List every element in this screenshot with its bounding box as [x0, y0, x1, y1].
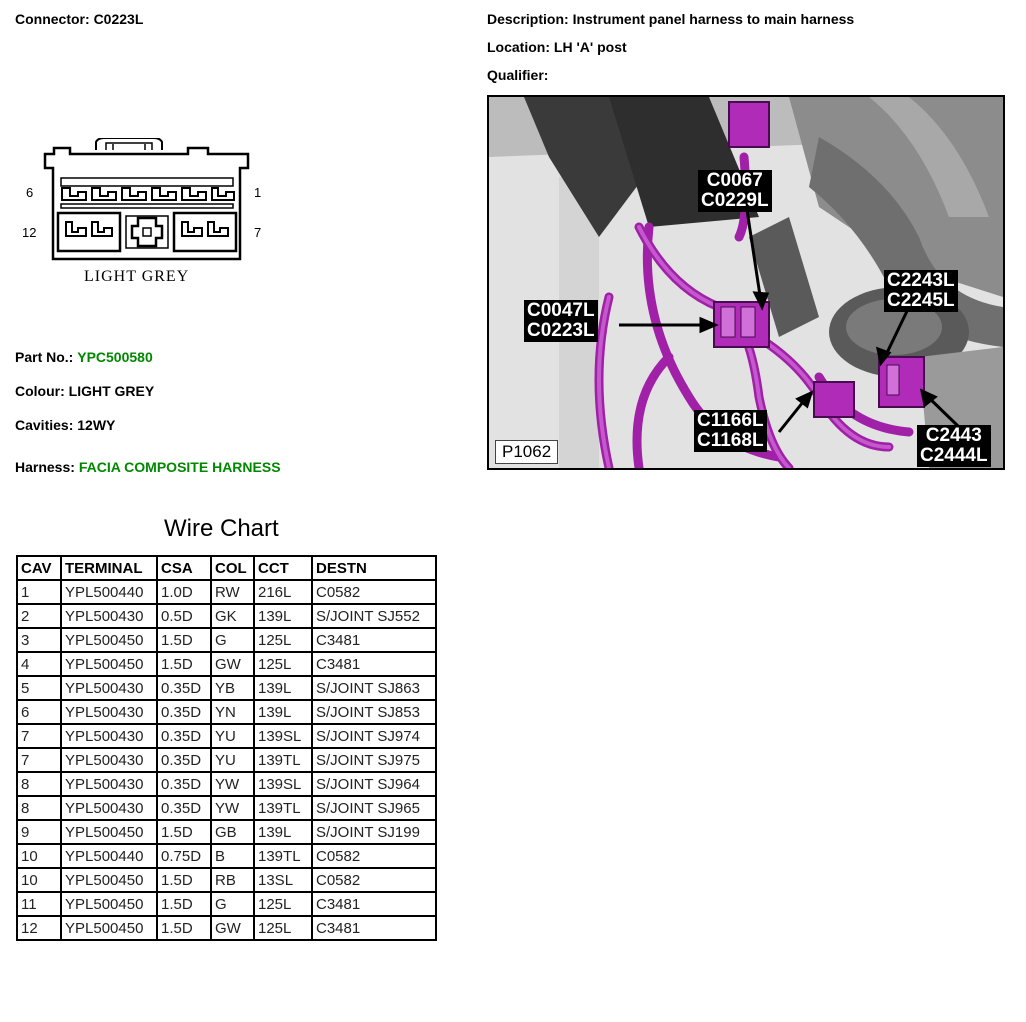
cell-col: B [211, 844, 254, 868]
pin-label-1: 1 [254, 185, 262, 200]
table-row [17, 820, 436, 844]
cell-csa: 1.5D [157, 868, 211, 892]
cell-destn[interactable]: C0582 [312, 868, 436, 892]
cell-col: RB [211, 868, 254, 892]
table-row [17, 580, 436, 604]
harness-link[interactable]: FACIA COMPOSITE HARNESS [78, 459, 281, 475]
table-row [17, 604, 436, 628]
col-header-csa: CSA [157, 556, 211, 580]
connector-colour-caption: LIGHT GREY [84, 268, 190, 285]
table-row [17, 868, 436, 892]
location-label: Location: [487, 39, 550, 55]
cell-csa: 1.5D [157, 916, 211, 940]
pin-label-12: 12 [22, 225, 37, 240]
cell-csa: 1.5D [157, 628, 211, 652]
cell-cct: 139TL [254, 844, 312, 868]
cell-terminal[interactable]: YPL500430 [61, 604, 157, 628]
cell-csa: 0.35D [157, 700, 211, 724]
table-row [17, 628, 436, 652]
cell-cct: 125L [254, 916, 312, 940]
cell-terminal[interactable]: YPL500430 [61, 676, 157, 700]
cell-col: YN [211, 700, 254, 724]
cell-csa: 0.75D [157, 844, 211, 868]
qualifier-line [487, 67, 548, 83]
cell-col: RW [211, 580, 254, 604]
table-row [17, 676, 436, 700]
cell-terminal[interactable]: YPL500450 [61, 628, 157, 652]
cell-terminal[interactable]: YPL500450 [61, 916, 157, 940]
cell-cct: 139L [254, 604, 312, 628]
cell-col: GW [211, 652, 254, 676]
cell-col: GB [211, 820, 254, 844]
connector-value: C0223L [93, 11, 144, 27]
colour-label: Colour: [15, 383, 65, 399]
connector-face-diagram [18, 138, 278, 288]
description-line [487, 11, 854, 27]
harness-label: Harness: [15, 459, 75, 475]
cell-col: YU [211, 748, 254, 772]
part-number-link[interactable]: YPC500580 [77, 349, 153, 365]
cell-cav: 10 [17, 844, 61, 868]
cell-col: GW [211, 916, 254, 940]
cavities-line [15, 417, 115, 433]
cell-cav: 7 [17, 724, 61, 748]
cell-cct: 139TL [254, 748, 312, 772]
cell-destn[interactable]: C3481 [312, 892, 436, 916]
cell-csa: 0.35D [157, 796, 211, 820]
cavities-value: 12WY [77, 417, 116, 433]
cell-col: GK [211, 604, 254, 628]
cell-terminal[interactable]: YPL500430 [61, 748, 157, 772]
location-photo [487, 95, 1005, 470]
cell-csa: 0.5D [157, 604, 211, 628]
cell-terminal[interactable]: YPL500450 [61, 820, 157, 844]
wire-chart-header-row [17, 556, 436, 580]
colour-line [15, 383, 154, 399]
cell-terminal[interactable]: YPL500430 [61, 700, 157, 724]
cell-cav: 8 [17, 772, 61, 796]
cell-destn[interactable]: S/JOINT SJ863 [312, 676, 436, 700]
cell-cav: 11 [17, 892, 61, 916]
cell-terminal[interactable]: YPL500450 [61, 892, 157, 916]
cell-destn[interactable]: C3481 [312, 916, 436, 940]
cell-terminal[interactable]: YPL500440 [61, 580, 157, 604]
pin-label-7: 7 [254, 225, 262, 240]
col-header-cav: CAV [17, 556, 61, 580]
cell-cav: 7 [17, 748, 61, 772]
cell-cav: 3 [17, 628, 61, 652]
cell-cav: 5 [17, 676, 61, 700]
cell-terminal[interactable]: YPL500430 [61, 772, 157, 796]
photo-reference-id: P1062 [495, 440, 558, 464]
wire-chart-table [16, 555, 437, 941]
cell-cav: 6 [17, 700, 61, 724]
cell-cav: 8 [17, 796, 61, 820]
cell-destn[interactable]: C0582 [312, 580, 436, 604]
cell-cct: 125L [254, 892, 312, 916]
col-header-destn: DESTN [312, 556, 436, 580]
connector-label: Connector: [15, 11, 90, 27]
cell-csa: 0.35D [157, 748, 211, 772]
callout-c0067: C0067 C0229L [698, 170, 772, 212]
cell-cct: 139SL [254, 724, 312, 748]
table-row [17, 916, 436, 940]
description-value: Instrument panel harness to main harness [572, 11, 855, 27]
cell-csa: 0.35D [157, 676, 211, 700]
cell-destn[interactable]: C3481 [312, 628, 436, 652]
cell-csa: 1.5D [157, 652, 211, 676]
cell-destn[interactable]: C3481 [312, 652, 436, 676]
cell-terminal[interactable]: YPL500450 [61, 868, 157, 892]
table-row [17, 652, 436, 676]
cell-cct: 125L [254, 628, 312, 652]
cell-cct: 139L [254, 676, 312, 700]
cell-destn[interactable]: S/JOINT SJ965 [312, 796, 436, 820]
part-number-label: Part No.: [15, 349, 74, 365]
cell-cav: 1 [17, 580, 61, 604]
callout-c2243l: C2243L C2245L [884, 270, 958, 312]
cell-cct: 216L [254, 580, 312, 604]
connector-line [15, 11, 143, 27]
cell-cct: 139SL [254, 772, 312, 796]
description-label: Description: [487, 11, 569, 27]
wire-chart-body [17, 580, 436, 940]
cell-col: YB [211, 676, 254, 700]
part-number-line [15, 349, 153, 365]
cell-cct: 139L [254, 700, 312, 724]
location-value: LH 'A' post [553, 39, 627, 55]
cell-col: G [211, 628, 254, 652]
cell-terminal[interactable]: YPL500450 [61, 652, 157, 676]
table-row [17, 748, 436, 772]
cell-csa: 1.5D [157, 892, 211, 916]
harness-line [15, 459, 281, 475]
cell-destn[interactable]: S/JOINT SJ964 [312, 772, 436, 796]
table-row [17, 772, 436, 796]
callout-c0047l: C0047L C0223L [524, 300, 598, 342]
cell-cav: 10 [17, 868, 61, 892]
cell-csa: 0.35D [157, 724, 211, 748]
cell-cct: 13SL [254, 868, 312, 892]
table-row [17, 892, 436, 916]
cell-destn[interactable]: S/JOINT SJ552 [312, 604, 436, 628]
cell-terminal[interactable]: YPL500430 [61, 796, 157, 820]
cell-terminal[interactable]: YPL500430 [61, 724, 157, 748]
colour-value: LIGHT GREY [68, 383, 155, 399]
cell-csa: 0.35D [157, 772, 211, 796]
cell-col: YU [211, 724, 254, 748]
cell-destn[interactable]: S/JOINT SJ975 [312, 748, 436, 772]
cell-destn[interactable]: S/JOINT SJ974 [312, 724, 436, 748]
table-row [17, 796, 436, 820]
cell-destn[interactable]: S/JOINT SJ199 [312, 820, 436, 844]
col-header-cct: CCT [254, 556, 312, 580]
cell-csa: 1.0D [157, 580, 211, 604]
cell-cav: 12 [17, 916, 61, 940]
col-header-terminal: TERMINAL [61, 556, 157, 580]
callout-c2443: C2443 C2444L [917, 425, 991, 467]
wire-chart-title: Wire Chart [164, 515, 279, 542]
cell-cct: 125L [254, 652, 312, 676]
cell-destn[interactable]: S/JOINT SJ853 [312, 700, 436, 724]
cell-cav: 9 [17, 820, 61, 844]
cell-terminal[interactable]: YPL500440 [61, 844, 157, 868]
cell-cav: 4 [17, 652, 61, 676]
cell-cct: 139TL [254, 796, 312, 820]
cell-destn[interactable]: C0582 [312, 844, 436, 868]
location-line [487, 39, 627, 55]
cell-cct: 139L [254, 820, 312, 844]
cell-csa: 1.5D [157, 820, 211, 844]
cell-col: G [211, 892, 254, 916]
table-row [17, 724, 436, 748]
table-row [17, 844, 436, 868]
qualifier-label: Qualifier: [487, 67, 549, 83]
cell-col: YW [211, 796, 254, 820]
table-row [17, 700, 436, 724]
col-header-col: COL [211, 556, 254, 580]
pin-label-6: 6 [26, 185, 34, 200]
cell-col: YW [211, 772, 254, 796]
cell-cav: 2 [17, 604, 61, 628]
cavities-label: Cavities: [15, 417, 74, 433]
callout-c1166l: C1166L C1168L [694, 410, 767, 452]
